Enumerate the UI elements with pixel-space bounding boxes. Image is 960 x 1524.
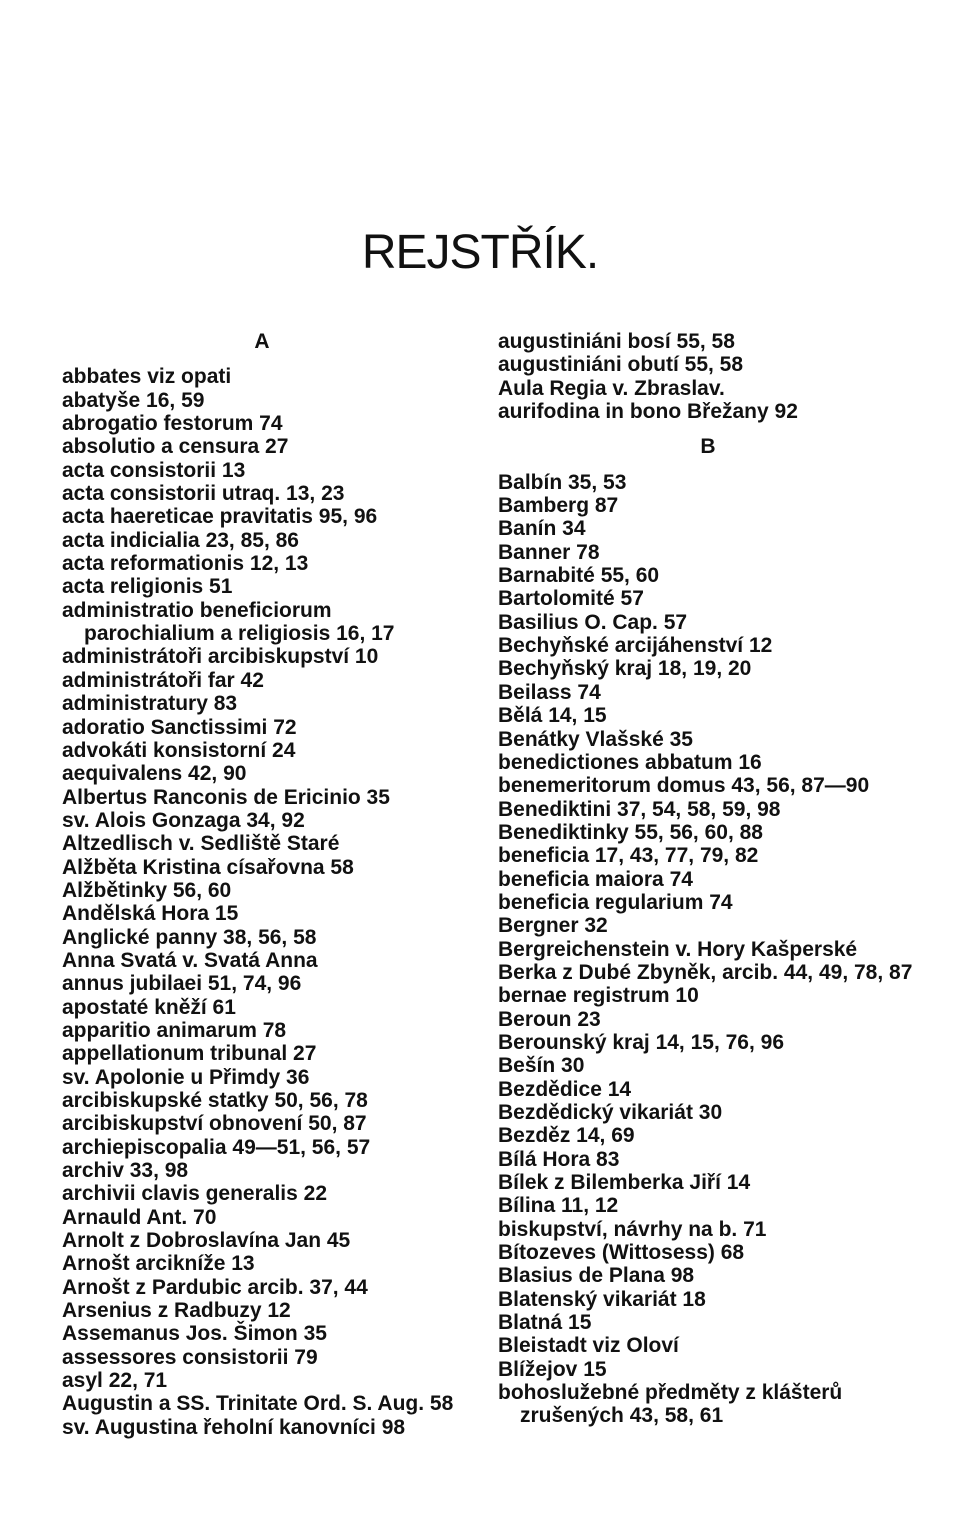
index-entry: Andělská Hora 15: [62, 902, 239, 926]
index-entry: beneficia 17, 43, 77, 79, 82: [498, 844, 759, 868]
index-entry: apostaté kněží 61: [62, 995, 236, 1019]
index-entry: biskupství, návrhy na b. 71: [498, 1217, 767, 1241]
index-entry: augustiniáni obutí 55, 58: [498, 353, 744, 377]
index-entry: acta reformationis 12, 13: [62, 552, 309, 576]
index-entry: archiv 33, 98: [62, 1159, 189, 1183]
index-entry: aequivalens 42, 90: [62, 762, 247, 786]
index-entry: asyl 22, 71: [62, 1369, 168, 1393]
section-letter: A: [254, 330, 270, 353]
index-column-left: [62, 330, 462, 1439]
index-entry: beneficia maiora 74: [498, 867, 693, 891]
index-entry: administratury 83: [62, 692, 238, 716]
index-entry: benedictiones abbatum 16: [498, 750, 762, 774]
index-entry: beneficia regularium 74: [498, 890, 733, 914]
index-entry: Banín 34: [498, 517, 586, 541]
index-entry: Anna Svatá v. Svatá Anna: [62, 948, 318, 972]
index-entry: Bítozeves (Wittosess) 68: [498, 1241, 745, 1265]
index-entry: Benátky Vlašské 35: [498, 727, 693, 751]
index-entry: Balbín 35, 53: [498, 470, 627, 494]
index-entry: arcibiskupství obnovení 50, 87: [62, 1112, 367, 1136]
index-entry: Arsenius z Radbuzy 12: [62, 1299, 291, 1323]
index-column-right: [498, 330, 918, 1428]
index-entry: Bílek z Bilemberka Jiří 14: [498, 1171, 751, 1195]
index-entry: Beroun 23: [498, 1007, 601, 1031]
index-entry: Altzedlisch v. Sedliště Staré: [62, 832, 340, 856]
index-entry: bohoslužebné předměty z klášterů zrušených 43, 58, 61: [498, 1381, 843, 1428]
index-entry: acta consistorii utraq. 13, 23: [62, 482, 345, 506]
index-entry: archiepiscopalia 49—51, 56, 57: [62, 1135, 371, 1159]
index-entry: Aula Regia v. Zbraslav.: [498, 376, 725, 400]
index-entry: administrátoři far 42: [62, 668, 264, 692]
index-entry: Beilass 74: [498, 680, 601, 704]
index-entry: administrátoři arcibiskupství 10: [62, 645, 379, 669]
index-entry: Blížejov 15: [498, 1357, 607, 1381]
index-entry: Banner 78: [498, 540, 600, 564]
index-entry: arcibiskupské statky 50, 56, 78: [62, 1089, 368, 1112]
index-entry: Bělá 14, 15: [498, 704, 607, 728]
index-entry: Bleistadt viz Oloví: [498, 1334, 679, 1358]
index-entry: Anglické panny 38, 56, 58: [62, 925, 317, 949]
index-entry: acta haereticae pravitatis 95, 96: [62, 505, 378, 529]
index-entry: Barnabité 55, 60: [498, 564, 660, 588]
index-entry: benemeritorum domus 43, 56, 87—90: [498, 774, 870, 798]
index-entry: Blatná 15: [498, 1311, 592, 1335]
index-entry: sv. Alois Gonzaga 34, 92: [62, 808, 305, 832]
index-entry: Blasius de Plana 98: [498, 1264, 695, 1288]
index-entry: appellationum tribunal 27: [62, 1042, 317, 1066]
index-entry: Blatenský vikariát 18: [498, 1287, 706, 1311]
index-entry: Arnošt arcikníže 13: [62, 1252, 255, 1276]
index-entry: Arnošt z Pardubic arcib. 37, 44: [62, 1275, 368, 1299]
index-entry: administratio beneficiorum parochialium a religiosis 16, 17: [62, 598, 395, 646]
index-entry: Bamberg 87: [498, 494, 619, 518]
index-entry: adoratio Sanctissimi 72: [62, 715, 297, 739]
index-entry: Bartolomité 57: [498, 587, 644, 611]
index-entry: Basilius O. Cap. 57: [498, 610, 688, 634]
index-entry: assessores consistorii 79: [62, 1345, 318, 1369]
index-entry: advokáti konsistorní 24: [62, 738, 296, 762]
index-entry: Berounský kraj 14, 15, 76, 96: [498, 1030, 785, 1054]
index-entry: Bešín 30: [498, 1054, 585, 1078]
index-entry: abrogatio festorum 74: [62, 412, 283, 436]
index-entry: sv. Augustina řeholní kanovníci 98: [62, 1415, 406, 1439]
index-entry: Arnauld Ant. 70: [62, 1205, 217, 1229]
index-entry: Bezdědice 14: [498, 1077, 632, 1101]
index-entry: Benediktini 37, 54, 58, 59, 98: [498, 797, 781, 821]
index-entry: sv. Apolonie u Přimdy 36: [62, 1065, 310, 1089]
index-entry: augustiniáni bosí 55, 58: [498, 330, 735, 353]
index-entry: Bechyňské arcijáhenství 12: [498, 634, 773, 658]
index-entry: Bílá Hora 83: [498, 1147, 620, 1171]
index-entry: Augustin a SS. Trinitate Ord. S. Aug. 58: [62, 1392, 454, 1416]
index-entry: Alžbětinky 56, 60: [62, 878, 232, 902]
index-entry: Bechyňský kraj 18, 19, 20: [498, 657, 752, 681]
index-entry: Alžběta Kristina císařovna 58: [62, 855, 354, 879]
index-entry: Bergreichenstein v. Hory Kašperské: [498, 937, 858, 961]
index-entry: acta consistorii 13: [62, 458, 246, 482]
index-entry: acta religionis 51: [62, 575, 233, 599]
index-entry: acta indicialia 23, 85, 86: [62, 528, 299, 552]
index-entry: absolutio a censura 27: [62, 435, 289, 459]
index-entry: annus jubilaei 51, 74, 96: [62, 972, 302, 996]
index-entry: Arnolt z Dobroslavína Jan 45: [62, 1229, 351, 1253]
index-entry: Assemanus Jos. Šimon 35: [62, 1322, 327, 1346]
index-entry: apparitio animarum 78: [62, 1018, 287, 1042]
index-entry: Bílina 11, 12: [498, 1194, 619, 1218]
page-title: REJSTŘÍK.: [361, 226, 599, 279]
index-entry: bernae registrum 10: [498, 984, 699, 1008]
index-entry: abatyše 16, 59: [62, 388, 205, 412]
index-entry: abbates viz opati: [62, 365, 232, 389]
index-entry: archivii clavis generalis 22: [62, 1182, 328, 1206]
index-entry: Benediktinky 55, 56, 60, 88: [498, 820, 763, 844]
index-entry: Bezdědický vikariát 30: [498, 1101, 723, 1124]
index-entry: aurifodina in bono Břežany 92: [498, 400, 798, 424]
section-letter: B: [700, 435, 716, 459]
index-entry: Berka z Dubé Zbyněk, arcib. 44, 49, 78, 87: [498, 960, 913, 984]
index-entry: Bergner 32: [498, 914, 608, 938]
index-entry: Bezděz 14, 69: [498, 1124, 635, 1148]
index-entry: Albertus Ranconis de Ericinio 35: [62, 785, 390, 809]
